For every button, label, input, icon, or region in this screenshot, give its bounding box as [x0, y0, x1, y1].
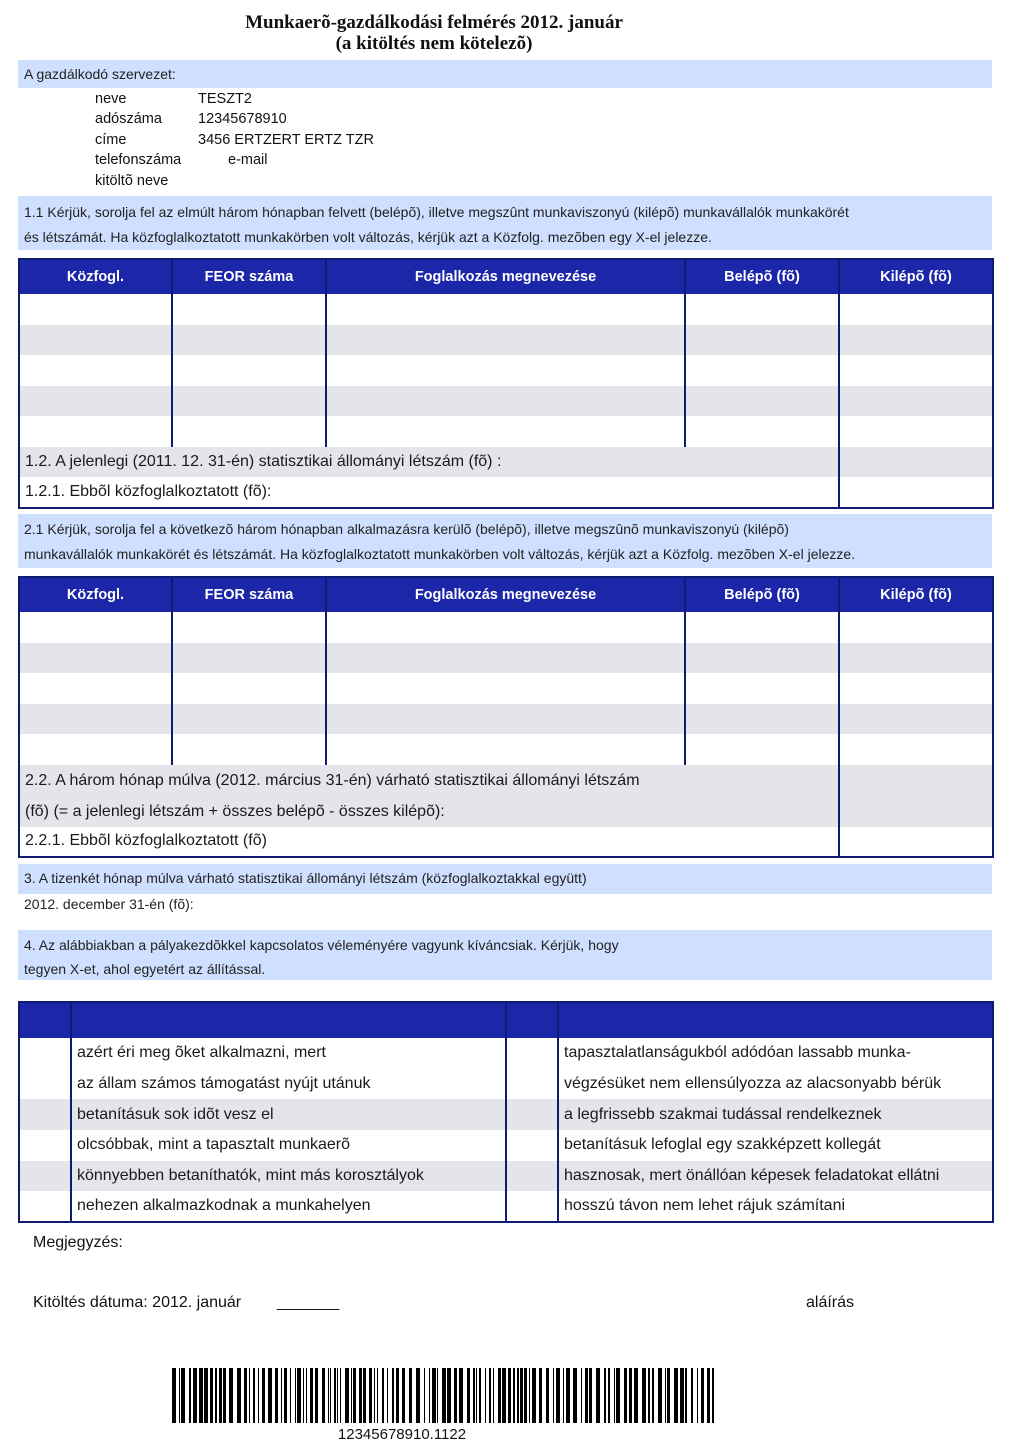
barcode-bar — [402, 1368, 405, 1423]
barcode-bar — [253, 1368, 255, 1423]
barcode-bar — [447, 1368, 451, 1423]
barcode-bar — [416, 1368, 420, 1423]
barcode-bar — [363, 1368, 366, 1423]
form-title-line1: Munkaerõ-gazdálkodási felmérés 2012. január — [245, 12, 623, 33]
barcode-bar — [281, 1368, 282, 1423]
cell-belepo[interactable] — [685, 612, 839, 643]
current-headcount-value[interactable] — [839, 447, 993, 478]
barcode-bar — [454, 1368, 457, 1423]
section1-intro-line2: és létszámát. Ha közfoglalkoztatott munkakörben volt változás, kérjük azt a Közfolg. mezõben egy X-el jelezze. — [24, 229, 712, 245]
barcode-bar — [351, 1368, 352, 1423]
col-kilepo: Kilépõ (fõ) — [839, 577, 993, 612]
current-public-workers-value[interactable] — [839, 477, 993, 508]
cell-belepo[interactable] — [685, 643, 839, 674]
table-row — [19, 612, 993, 643]
expected-headcount-label-line2: (fõ) (= a jelenlegi létszám + összes belépõ - összes kilépõ): — [25, 802, 445, 820]
table-row — [19, 416, 993, 447]
barcode-bar — [624, 1368, 627, 1423]
org-address-label: címe — [95, 132, 127, 148]
opinion-right-statement: hosszú távon nem lehet rájuk számítani — [558, 1191, 993, 1222]
barcode-bar — [328, 1368, 329, 1423]
cell-kilepo[interactable] — [839, 734, 993, 765]
barcode-bar — [556, 1368, 560, 1423]
barcode-image — [172, 1368, 717, 1423]
summary-row-public-workers — [19, 477, 993, 508]
section2-table-header — [19, 577, 993, 612]
barcode-bar — [691, 1368, 693, 1423]
col-feor: FEOR száma — [172, 577, 326, 612]
barcode-bar — [432, 1368, 436, 1423]
org-row-filler — [95, 171, 198, 191]
org-row-address — [95, 130, 374, 150]
barcode-bar — [476, 1368, 477, 1423]
cell-kozfogl[interactable] — [19, 704, 172, 735]
barcode-bar — [652, 1368, 654, 1423]
barcode-bar — [532, 1368, 536, 1423]
cell-belepo[interactable] — [685, 294, 839, 325]
barcode-bar — [479, 1368, 481, 1423]
opinion-left-statement: könnyebben betaníthatók, mint más korosztályok — [71, 1161, 506, 1192]
barcode-bar — [297, 1368, 301, 1423]
barcode-bar — [181, 1368, 185, 1423]
barcode-bar — [712, 1368, 714, 1423]
barcode-number: 12345678910.1122 — [337, 1426, 467, 1443]
barcode-bar — [345, 1368, 349, 1423]
barcode-bar — [340, 1368, 341, 1423]
barcode-bar — [409, 1368, 412, 1423]
opinion-left-statement: az állam számos támogatást nyújt utánuk — [71, 1069, 506, 1100]
barcode-bar — [697, 1368, 698, 1423]
table-row — [19, 386, 993, 417]
expected-public-workers-label: 2.2.1. Ebbõl közfoglalkoztatott (fõ) — [19, 827, 839, 858]
barcode-bar — [189, 1368, 191, 1423]
opinion-checkbox-left[interactable] — [19, 1038, 71, 1069]
barcode-bar — [629, 1368, 632, 1423]
cell-belepo[interactable] — [685, 673, 839, 704]
section2-intro-line1: 2.1 Kérjük, sorolja fel a következõ három hónapban alkalmazásra kerülõ (belépõ), illetve megszûnõ munkaviszonyú (kilépõ) — [24, 521, 789, 537]
barcode-bar — [334, 1368, 336, 1423]
barcode-bar — [392, 1368, 394, 1423]
summary-row-current-headcount — [19, 447, 993, 478]
barcode-bar — [566, 1368, 570, 1423]
fill-date-label: Kitöltés dátuma: 2012. január — [33, 1294, 242, 1311]
barcode-bar — [665, 1368, 666, 1423]
barcode-bar — [330, 1368, 331, 1423]
opinion-checkbox-right[interactable] — [506, 1130, 558, 1161]
cell-kilepo[interactable] — [839, 612, 993, 643]
opinion-right-statement: betanításuk lefoglal egy szakképzett kollegát — [558, 1130, 993, 1161]
org-row-name — [95, 89, 252, 109]
barcode-bar — [539, 1368, 542, 1423]
barcode-bar — [604, 1368, 606, 1423]
barcode-bar — [573, 1368, 577, 1423]
section2-table — [18, 576, 994, 858]
expected-headcount-value[interactable] — [839, 765, 993, 827]
barcode-bar — [473, 1368, 475, 1423]
org-name-label: neve — [95, 91, 127, 107]
barcode-bar — [614, 1368, 615, 1423]
barcode-bar — [667, 1368, 670, 1423]
org-taxnumber-value[interactable]: 12345678910 — [198, 111, 287, 127]
barcode-bar — [249, 1368, 250, 1423]
barcode-bar — [493, 1368, 494, 1423]
barcode-bar — [258, 1368, 259, 1423]
section2-intro-line2: munkavállalók munkakörét és létszámát. Ha közfoglalkoztatott munkakörben volt változás, kérjük azt a Közfolg. mezõben X-el jelezze. — [24, 546, 856, 562]
opinion-right-statement: végzésüket nem ellensúlyozza az alacsonyabb bérük — [558, 1069, 993, 1100]
cell-feor[interactable] — [172, 386, 326, 417]
cell-kozfogl[interactable] — [19, 643, 172, 674]
barcode-bar — [442, 1368, 446, 1423]
cell-kozfogl[interactable] — [19, 325, 172, 356]
barcode-bar — [517, 1368, 519, 1423]
cell-belepo[interactable] — [685, 416, 839, 447]
org-taxnumber-label: adószáma — [95, 111, 162, 127]
barcode-bar — [701, 1368, 704, 1423]
barcode-bar — [467, 1368, 470, 1423]
current-headcount-label: 1.2. A jelenlegi (2011. 12. 31-én) statisztikai állományi létszám (fõ) : — [19, 447, 839, 478]
barcode-bar — [608, 1368, 610, 1423]
barcode-bar — [322, 1368, 325, 1423]
section4-line1: 4. Az alábbiakban a pályakezdõkkel kapcsolatos véleményére vagyunk kíváncsiak. Kérjük, hogy — [24, 937, 619, 953]
barcode-bar — [268, 1368, 272, 1423]
barcode-bar — [306, 1368, 307, 1423]
opinion-left-statement: nehezen alkalmazkodnak a munkahelyen — [71, 1191, 506, 1222]
barcode-bar — [204, 1368, 208, 1423]
summary-row-expected-public-workers — [19, 827, 993, 858]
barcode-bar — [219, 1368, 222, 1423]
barcode-bar — [262, 1368, 265, 1423]
barcode-bar — [680, 1368, 684, 1423]
barcode-bar — [589, 1368, 592, 1423]
expected-public-workers-value[interactable] — [839, 827, 993, 858]
cell-foglalkozas[interactable] — [326, 612, 685, 643]
opinions-header-left — [71, 1002, 506, 1038]
section1-table — [18, 258, 994, 509]
barcode-bar — [215, 1368, 217, 1423]
col-belepo: Belépõ (fõ) — [685, 259, 839, 294]
table-row — [19, 673, 993, 704]
expected-headcount-label — [19, 765, 839, 827]
cell-kilepo[interactable] — [839, 325, 993, 356]
org-filler-label: kitöltõ neve — [95, 173, 169, 189]
opinions-header — [19, 1002, 993, 1038]
cell-kilepo[interactable] — [839, 416, 993, 447]
barcode-bar — [303, 1368, 304, 1423]
barcode-bar — [674, 1368, 678, 1423]
opinion-row — [19, 1099, 993, 1130]
cell-kilepo[interactable] — [839, 704, 993, 735]
section1-intro-band — [18, 196, 992, 250]
remarks-label: Megjegyzés: — [33, 1234, 123, 1251]
opinion-checkbox-left[interactable] — [19, 1069, 71, 1100]
cell-foglalkozas[interactable] — [326, 294, 685, 325]
cell-belepo[interactable] — [685, 704, 839, 735]
barcode-bar — [581, 1368, 582, 1423]
section1-table-header — [19, 259, 993, 294]
barcode-bar — [437, 1368, 438, 1423]
barcode-bar — [295, 1368, 296, 1423]
col-feor: FEOR száma — [172, 259, 326, 294]
cell-kilepo[interactable] — [839, 386, 993, 417]
section3-band — [18, 864, 992, 894]
opinion-row — [19, 1069, 993, 1100]
cell-foglalkozas[interactable] — [326, 416, 685, 447]
org-row-phone — [95, 150, 267, 170]
org-name-value[interactable]: TESZT2 — [198, 91, 252, 107]
cell-kozfogl[interactable] — [19, 386, 172, 417]
opinion-checkbox-right[interactable] — [506, 1191, 558, 1222]
opinion-right-statement: tapasztalatlanságukból adódóan lassabb munka- — [558, 1038, 993, 1069]
section2-intro-band — [18, 514, 992, 568]
opinion-row — [19, 1038, 993, 1069]
table-row — [19, 704, 993, 735]
section4-band — [18, 930, 992, 980]
opinion-checkbox-left[interactable] — [19, 1161, 71, 1192]
barcode-bar — [485, 1368, 486, 1423]
cell-kozfogl[interactable] — [19, 355, 172, 386]
opinion-checkbox-right[interactable] — [506, 1161, 558, 1192]
col-kilepo: Kilépõ (fõ) — [839, 259, 993, 294]
cell-feor[interactable] — [172, 325, 326, 356]
col-kozfogl: Közfogl. — [19, 259, 172, 294]
barcode-bar — [387, 1368, 388, 1423]
cell-kozfogl[interactable] — [19, 673, 172, 704]
barcode-bar — [707, 1368, 710, 1423]
barcode-bar — [382, 1368, 384, 1423]
opinion-checkbox-right[interactable] — [506, 1069, 558, 1100]
cell-kozfogl[interactable] — [19, 734, 172, 765]
cell-foglalkozas[interactable] — [326, 325, 685, 356]
form-title-line2: (a kitöltés nem kötelezõ) — [335, 33, 533, 54]
expected-headcount-label-line1: 2.2. A három hónap múlva (2012. március 31-én) várható statisztikai állományi létszám — [25, 771, 640, 789]
cell-feor[interactable] — [172, 355, 326, 386]
cell-kozfogl[interactable] — [19, 612, 172, 643]
barcode-bar — [489, 1368, 491, 1423]
summary-row-expected-headcount — [19, 765, 993, 827]
barcode-bar — [508, 1368, 511, 1423]
cell-foglalkozas[interactable] — [326, 673, 685, 704]
barcode-bar — [642, 1368, 646, 1423]
barcode-bar — [553, 1368, 554, 1423]
opinions-table — [18, 1001, 994, 1223]
barcode-bar — [310, 1368, 313, 1423]
table-row — [19, 325, 993, 356]
cell-kilepo[interactable] — [839, 643, 993, 674]
barcode-bar — [529, 1368, 530, 1423]
cell-foglalkozas[interactable] — [326, 704, 685, 735]
barcode-bar — [315, 1368, 318, 1423]
barcode-bar — [563, 1368, 564, 1423]
barcode-bar — [275, 1368, 278, 1423]
barcode-bar — [353, 1368, 356, 1423]
barcode-bar — [429, 1368, 430, 1423]
cell-feor[interactable] — [172, 734, 326, 765]
barcode-bar — [648, 1368, 650, 1423]
barcode-bar — [524, 1368, 527, 1423]
col-kozfogl: Közfogl. — [19, 577, 172, 612]
opinion-left-statement: olcsóbbak, mint a tapasztalt munkaerõ — [71, 1130, 506, 1161]
section4-line2: tegyen X-et, ahol egyetért az állítással. — [24, 961, 266, 977]
barcode-bar — [596, 1368, 600, 1423]
barcode-bar — [179, 1368, 180, 1423]
cell-feor[interactable] — [172, 294, 326, 325]
opinion-row — [19, 1161, 993, 1192]
org-row-taxnumber — [95, 109, 287, 129]
opinion-checkbox-left[interactable] — [19, 1191, 71, 1222]
barcode-bar — [546, 1368, 549, 1423]
current-public-workers-label: 1.2.1. Ebbõl közfoglalkoztatott (fõ): — [19, 477, 839, 508]
table-row — [19, 643, 993, 674]
cell-foglalkozas[interactable] — [326, 734, 685, 765]
signature-label: aláírás — [806, 1294, 855, 1311]
org-email-label: e-mail — [228, 152, 268, 168]
opinion-right-statement: a legfrissebb szakmai tudással rendelkeznek — [558, 1099, 993, 1130]
cell-feor[interactable] — [172, 673, 326, 704]
table-row — [19, 294, 993, 325]
barcode-bar — [284, 1368, 287, 1423]
opinion-left-statement: azért éri meg õket alkalmazni, mert — [71, 1038, 506, 1069]
barcode-bar — [199, 1368, 203, 1423]
barcode-bar — [377, 1368, 378, 1423]
opinion-checkbox-left[interactable] — [19, 1130, 71, 1161]
barcode-bar — [502, 1368, 506, 1423]
section1-intro-line1: 1.1 Kérjük, sorolja fel az elmúlt három hónapban felvett (belépõ), illetve megszûnt munkaviszonyú (kilépõ) munkavállalók munkakörét — [24, 204, 849, 220]
cell-kilepo[interactable] — [839, 294, 993, 325]
barcode-bar — [513, 1368, 515, 1423]
col-foglalkozas: Foglalkozás megnevezése — [326, 259, 685, 294]
cell-feor[interactable] — [172, 612, 326, 643]
table-row — [19, 734, 993, 765]
barcode-bar — [172, 1368, 176, 1423]
opinion-left-statement: betanításuk sok idõt vesz el — [71, 1099, 506, 1130]
barcode-bar — [634, 1368, 638, 1423]
barcode-bar — [658, 1368, 662, 1423]
cell-foglalkozas[interactable] — [326, 355, 685, 386]
barcode-bar — [223, 1368, 226, 1423]
org-address-value[interactable]: 3456 ERTZERT ERTZ TZR — [198, 132, 374, 148]
barcode-bar — [459, 1368, 463, 1423]
col-belepo: Belépõ (fõ) — [685, 577, 839, 612]
barcode-bar — [585, 1368, 588, 1423]
fill-date-field[interactable]: _______ — [277, 1294, 340, 1311]
cell-feor[interactable] — [172, 643, 326, 674]
barcode-bar — [396, 1368, 399, 1423]
cell-belepo[interactable] — [685, 734, 839, 765]
cell-foglalkozas[interactable] — [326, 386, 685, 417]
barcode-bar — [290, 1368, 291, 1423]
opinions-header-check-left — [19, 1002, 71, 1038]
opinion-checkbox-left[interactable] — [19, 1099, 71, 1130]
barcode-bar — [244, 1368, 247, 1423]
cell-belepo[interactable] — [685, 325, 839, 356]
barcode-bar — [237, 1368, 241, 1423]
barcode-bar — [369, 1368, 372, 1423]
opinion-checkbox-right[interactable] — [506, 1038, 558, 1069]
org-header: A gazdálkodó szervezet: — [24, 66, 176, 82]
opinion-checkbox-right[interactable] — [506, 1099, 558, 1130]
cell-foglalkozas[interactable] — [326, 643, 685, 674]
table-row — [19, 355, 993, 386]
cell-feor[interactable] — [172, 416, 326, 447]
opinion-row — [19, 1191, 993, 1222]
cell-belepo[interactable] — [685, 355, 839, 386]
cell-feor[interactable] — [172, 704, 326, 735]
section3-line1: 3. A tizenkét hónap múlva várható statisztikai állományi létszám (közfoglalkoztakkal együtt) — [24, 870, 587, 886]
col-foglalkozas: Foglalkozás megnevezése — [326, 577, 685, 612]
cell-kilepo[interactable] — [839, 673, 993, 704]
opinions-header-right — [558, 1002, 993, 1038]
barcode-bar — [685, 1368, 687, 1423]
barcode-bar — [498, 1368, 501, 1423]
section3-line2: 2012. december 31-én (fõ): — [24, 896, 194, 912]
barcode-bar — [193, 1368, 197, 1423]
barcode-bar — [210, 1368, 213, 1423]
form-title — [0, 12, 868, 54]
opinion-row — [19, 1130, 993, 1161]
cell-kilepo[interactable] — [839, 355, 993, 386]
barcode-bar — [616, 1368, 620, 1423]
barcode-bar — [359, 1368, 362, 1423]
cell-belepo[interactable] — [685, 386, 839, 417]
cell-kozfogl[interactable] — [19, 294, 172, 325]
org-header-band — [18, 60, 992, 88]
opinions-header-check-right — [506, 1002, 558, 1038]
barcode-bar — [374, 1368, 375, 1423]
barcode-bar — [229, 1368, 233, 1423]
opinion-right-statement: hasznosak, mert önállóan képesek feladatokat ellátni — [558, 1161, 993, 1192]
cell-kozfogl[interactable] — [19, 416, 172, 447]
barcode-bar — [520, 1368, 523, 1423]
barcode-bar — [424, 1368, 425, 1423]
org-phone-label: telefonszáma — [95, 152, 182, 168]
barcode-bar — [337, 1368, 338, 1423]
